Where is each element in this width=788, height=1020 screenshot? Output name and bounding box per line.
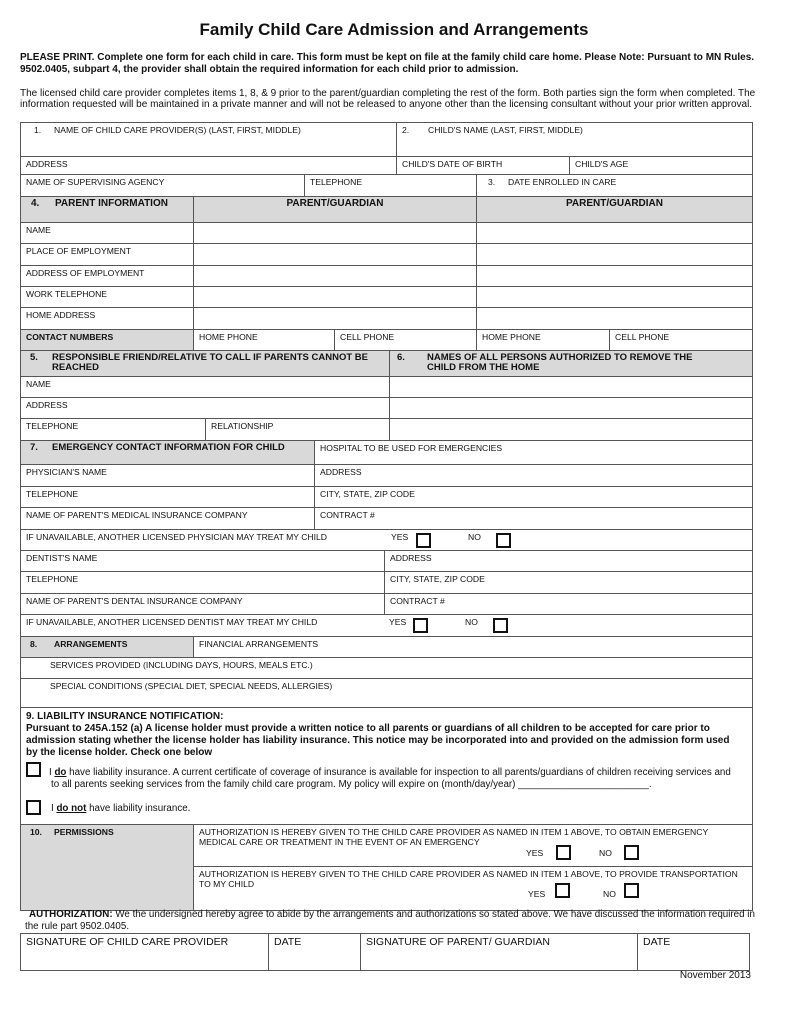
text-body: have liability insurance. — [86, 803, 191, 814]
authorization-label: AUTHORIZATION: — [29, 909, 113, 920]
transportation-permission — [193, 866, 753, 911]
authorized-persons-header — [389, 350, 753, 377]
authorization-statement — [25, 909, 760, 933]
parent1-name-input[interactable] — [193, 222, 477, 244]
responsible-friend-header — [20, 350, 390, 377]
home-address-label: HOME ADDRESS — [20, 307, 194, 330]
yes-label: YES — [389, 617, 407, 627]
supervising-agency-field[interactable]: NAME OF SUPERVISING AGENCY — [20, 174, 305, 197]
physician-yes-checkbox[interactable] — [416, 533, 431, 548]
no-label: NO — [603, 889, 616, 899]
has-insurance-text — [51, 767, 741, 791]
friend-relationship-field[interactable]: RELATIONSHIP — [205, 418, 390, 441]
dentist-unavailable-row — [20, 614, 753, 637]
friend-telephone-field[interactable]: TELEPHONE — [20, 418, 206, 441]
work-telephone-label: WORK TELEPHONE — [20, 286, 194, 308]
intro-privacy: The licensed child care provider completes items 1, 8, & 9 prior to the parent/guardian completing the rest of the form. Both parties sign the form when completed. The information requested will be maintained in a private manner and will not be released to anyone other than the licensing consultant without your prior written approval. — [20, 88, 756, 110]
intro-instructions: PLEASE PRINT. Complete one form for each child in care. This form must be kept on file at the family child care home. Please Note: Pursuant to MN Rules. 9502.0405, subpart 4, the provider shall obtain the required information for each child prior to admission. — [20, 52, 755, 75]
parent2-name-input[interactable] — [476, 222, 753, 244]
page-title: Family Child Care Admission and Arrangements — [199, 20, 589, 39]
liability-notice-text: Pursuant to 245A.152 (a) A license holder must provide a written notice to all parents or guardians of all children to be accepted for care prior to admission stating whether the license holder has liability insurance. This notice may be incorporated into and provided on the admission form used by the license holder. Check one below — [26, 723, 730, 758]
parent-info-header — [20, 196, 194, 223]
section-title: EMERGENCY CONTACT INFORMATION FOR CHILD — [52, 442, 285, 453]
friend-name-field[interactable]: NAME — [20, 376, 390, 398]
special-conditions-field[interactable]: SPECIAL CONDITIONS (SPECIAL DIET, SPECIAL NEEDS, ALLERGIES) — [20, 678, 753, 708]
parent-name-label: NAME — [20, 222, 194, 244]
dentist-address-field[interactable]: ADDRESS — [384, 550, 753, 572]
parent1-cell-phone-field[interactable]: CELL PHONE — [334, 329, 477, 351]
parent-signature-field[interactable]: SIGNATURE OF PARENT/ GUARDIAN — [360, 933, 638, 971]
authorization-text: We the undersigned hereby agree to abide by the arrangements and authorizations so stated above. We have discussed the information required in the rule part 9502.0405. — [25, 909, 755, 932]
parent1-work-telephone-input[interactable] — [193, 286, 477, 308]
medical-contract-field[interactable]: CONTRACT # — [314, 507, 753, 530]
no-label: NO — [599, 848, 612, 858]
parent2-employment-address-input[interactable] — [476, 265, 753, 287]
text-prefix: I — [51, 803, 57, 814]
parent1-employment-input[interactable] — [193, 243, 477, 266]
parent2-work-telephone-input[interactable] — [476, 286, 753, 308]
emphasis: do — [54, 767, 67, 778]
yes-label: YES — [528, 889, 546, 899]
dentist-no-checkbox[interactable] — [493, 618, 508, 633]
parent1-home-address-input[interactable] — [193, 307, 477, 330]
item-number: 1. — [34, 125, 42, 135]
item-number: 4. — [31, 198, 40, 209]
item-number: 5. — [30, 352, 38, 363]
authorized-person-3-input[interactable] — [389, 418, 753, 441]
employment-address-label: ADDRESS OF EMPLOYMENT — [20, 265, 194, 287]
section-title: PERMISSIONS — [54, 827, 114, 837]
parent-guardian-2-header: PARENT/GUARDIAN — [476, 196, 753, 223]
section-title: PARENT INFORMATION — [55, 198, 168, 209]
field-label: CHILD'S NAME (LAST, FIRST, MIDDLE) — [428, 125, 583, 135]
dentist-name-field[interactable]: DENTIST'S NAME — [20, 550, 385, 572]
medical-insurance-field[interactable]: NAME OF PARENT'S MEDICAL INSURANCE COMPANY — [20, 507, 315, 530]
friend-address-field[interactable]: ADDRESS — [20, 397, 390, 419]
services-provided-field[interactable]: SERVICES PROVIDED (INCLUDING DAYS, HOURS, MEALS ETC.) — [20, 657, 753, 679]
field-label: DATE ENROLLED IN CARE — [508, 177, 617, 187]
item-number: 2. — [402, 125, 410, 135]
child-dob-field[interactable]: CHILD'S DATE OF BIRTH — [396, 156, 570, 175]
item-number: 6. — [397, 352, 405, 363]
parent-date-field[interactable]: DATE — [637, 933, 750, 971]
parent2-employment-input[interactable] — [476, 243, 753, 266]
transportation-yes-checkbox[interactable] — [555, 883, 570, 898]
authorized-person-1-input[interactable] — [389, 376, 753, 398]
child-age-field[interactable]: CHILD'S AGE — [569, 156, 753, 175]
permission-text: AUTHORIZATION IS HEREBY GIVEN TO THE CHILD CARE PROVIDER AS NAMED IN ITEM 1 ABOVE, TO OBTAIN EMERGENCY MEDICAL CARE OR TREATMENT IN THE EVENT OF AN EMERGENCY — [199, 827, 709, 847]
yes-label: YES — [526, 848, 544, 858]
parent2-cell-phone-field[interactable]: CELL PHONE — [609, 329, 753, 351]
dentist-telephone-field[interactable]: TELEPHONE — [20, 571, 385, 594]
date-enrolled-field[interactable] — [476, 174, 753, 197]
financial-arrangements-field[interactable]: FINANCIAL ARRANGEMENTS — [193, 636, 753, 658]
child-name-field[interactable] — [396, 122, 753, 157]
agency-telephone-field[interactable]: TELEPHONE — [304, 174, 477, 197]
emergency-care-yes-checkbox[interactable] — [556, 845, 571, 860]
physician-city-field[interactable]: CITY, STATE, ZIP CODE — [314, 486, 753, 508]
physician-unavailable-row — [20, 529, 753, 551]
text-body: have liability insurance. A current certificate of coverage of insurance is available for inspection to all parents/guardians of children receiving services and to all parents seeking services from the family child care program. My policy will expire on (month/day/year) ________________________. — [51, 767, 731, 790]
item-number: 7. — [30, 442, 38, 453]
text-prefix: I — [49, 767, 55, 778]
provider-date-field[interactable]: DATE — [268, 933, 361, 971]
dentist-city-field[interactable]: CITY, STATE, ZIP CODE — [384, 571, 753, 594]
section-title: 9. LIABILITY INSURANCE NOTIFICATION: — [26, 711, 224, 722]
parent-guardian-1-header: PARENT/GUARDIAN — [193, 196, 477, 223]
dental-contract-field[interactable]: CONTRACT # — [384, 593, 753, 615]
parent2-home-phone-field[interactable]: HOME PHONE — [476, 329, 610, 351]
emphasis: do not — [56, 803, 87, 814]
physician-name-field[interactable]: PHYSICIAN'S NAME — [20, 464, 315, 487]
provider-signature-field[interactable]: SIGNATURE OF CHILD CARE PROVIDER — [20, 933, 269, 971]
parent1-home-phone-field[interactable]: HOME PHONE — [193, 329, 335, 351]
transportation-no-checkbox[interactable] — [624, 883, 639, 898]
section-title: NAMES OF ALL PERSONS AUTHORIZED TO REMOVE THE CHILD FROM THE HOME — [427, 352, 693, 373]
hospital-field[interactable]: HOSPITAL TO BE USED FOR EMERGENCIES — [314, 440, 753, 465]
field-label: IF UNAVAILABLE, ANOTHER LICENSED DENTIST MAY TREAT MY CHILD — [26, 617, 318, 627]
contact-numbers-label: CONTACT NUMBERS — [20, 329, 194, 351]
authorized-person-2-input[interactable] — [389, 397, 753, 419]
place-of-employment-label: PLACE OF EMPLOYMENT — [20, 243, 194, 266]
field-label: NAME OF CHILD CARE PROVIDER(S) (LAST, FIRST, MIDDLE) — [54, 125, 301, 135]
arrangements-header — [20, 636, 194, 658]
parent1-employment-address-input[interactable] — [193, 265, 477, 287]
permissions-header — [20, 824, 194, 911]
physician-address-field[interactable]: ADDRESS — [314, 464, 753, 487]
emergency-contact-header — [20, 440, 315, 465]
no-label: NO — [465, 617, 478, 627]
item-number: 10. — [30, 827, 42, 837]
emergency-care-permission — [193, 824, 753, 867]
no-insurance-checkbox[interactable] — [26, 800, 41, 815]
section-title: RESPONSIBLE FRIEND/RELATIVE TO CALL IF PARENTS CANNOT BE REACHED — [52, 352, 368, 373]
item-number: 8. — [30, 639, 38, 649]
physician-no-checkbox[interactable] — [496, 533, 511, 548]
section-title: ARRANGEMENTS — [54, 639, 128, 649]
provider-name-field[interactable] — [20, 122, 397, 157]
liability-insurance-section — [20, 707, 753, 825]
no-label: NO — [468, 532, 481, 542]
dentist-yes-checkbox[interactable] — [413, 618, 428, 633]
physician-telephone-field[interactable]: TELEPHONE — [20, 486, 315, 508]
field-label: IF UNAVAILABLE, ANOTHER LICENSED PHYSICIAN MAY TREAT MY CHILD — [26, 532, 328, 542]
provider-address-field[interactable]: ADDRESS — [20, 156, 397, 175]
permission-text: AUTHORIZATION IS HEREBY GIVEN TO THE CHILD CARE PROVIDER AS NAMED IN ITEM 1 ABOVE, TO PROVIDE TRANSPORTATION TO MY CHILD — [199, 869, 738, 889]
parent2-home-address-input[interactable] — [476, 307, 753, 330]
yes-label: YES — [391, 532, 409, 542]
revision-date: November 2013 — [679, 970, 751, 981]
dental-insurance-field[interactable]: NAME OF PARENT'S DENTAL INSURANCE COMPANY — [20, 593, 385, 615]
item-number: 3. — [488, 177, 496, 187]
emergency-care-no-checkbox[interactable] — [624, 845, 639, 860]
no-insurance-text — [51, 803, 190, 815]
has-insurance-checkbox[interactable] — [26, 762, 41, 777]
